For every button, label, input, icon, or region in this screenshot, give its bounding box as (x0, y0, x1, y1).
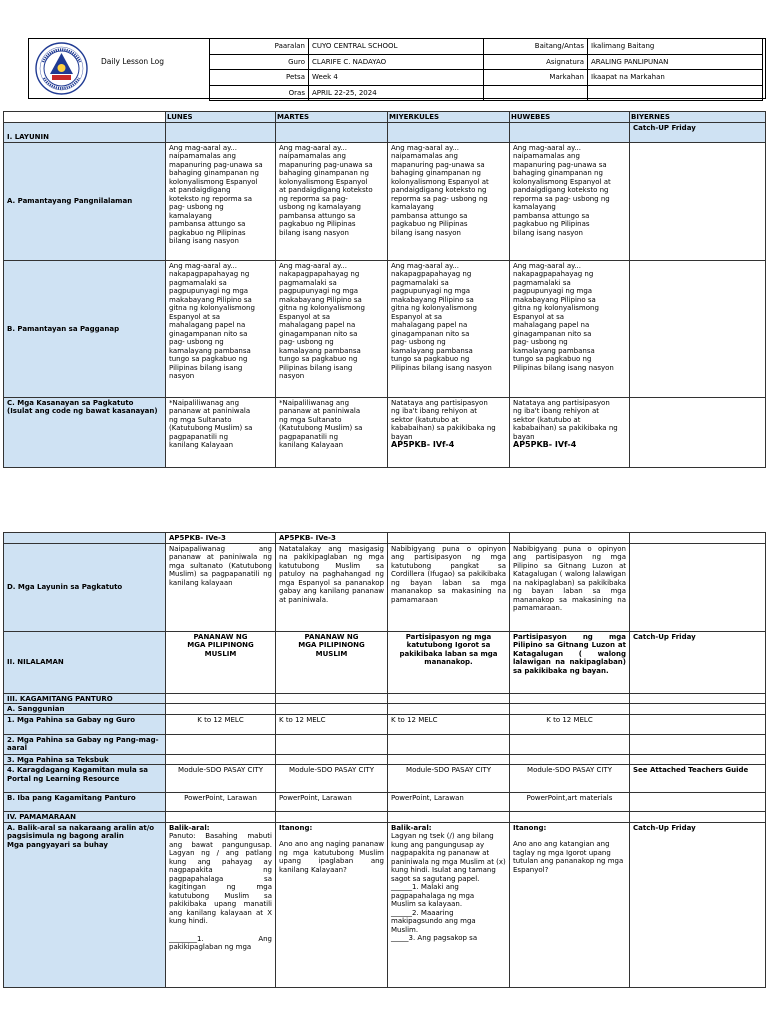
content-standard-martes: Ang mag-aaral ay... naipamamalas ang mapanuring pag-unawa sa bahaging ginampanan ng kolonyalismong Espanyol at pandaigdigang koteksto ng reporma sa pag- usbong ng kamalayang pambansa attungo sa pagkabuo ng Pilipinas bilang isang nasyon (276, 142, 388, 260)
competency-text-huwebes: Natataya ang partisipasyon ng iba't ibang rehiyon at sektor (katutubo at kababaihan) sa pakikibaka ng bayan (513, 398, 618, 441)
day-header-lunes: LUNES (166, 112, 276, 123)
gabay-mag-aaral-label: 2. Mga Pahina sa Gabay ng Pang-mag-aaral (4, 734, 166, 754)
competency-code-martes: AP5PKB- IVe-3 (276, 533, 388, 544)
competency-lunes: *Naipaliliwanag ang pananaw at paniniwala ng mga Sultanato (Katutubong Muslim) sa pagpapanatili ng kanilang Kalayaan (166, 397, 276, 467)
kagamitang-panturo-label: III. KAGAMITANG PANTURO (4, 693, 166, 704)
objective-huwebes: Nabibigyang puna o opinyon ang partisipasyon ng mga Pilipino sa Gitnang Luzon at Katagalugan ( walong lalawigan na nakipaglaban) sa pakikibaka ng bayan laban sa mga mananakop sa makasining na pamamaraan. (510, 543, 630, 631)
subject-value: ARALING PANLIPUNAN (588, 54, 763, 70)
materials-huwebes: PowerPoint,art materials (510, 793, 630, 812)
time-value: APRIL 22-25, 2024 (309, 85, 484, 101)
subject-label: Asignatura (484, 54, 588, 70)
lr-portal-huwebes: Module-SDO PASAY CITY (510, 765, 630, 793)
procedure-item-lunes: ________1. Ang pakikipaglaban ng mga (169, 934, 272, 951)
school-label: Paaralan (210, 39, 309, 55)
grade-label: Baitang/Antas (484, 39, 588, 55)
competency-code-miyerkules: AP5PKB- IVf-4 (391, 440, 455, 449)
pamantayan-sa-pagganap-label: B. Pamantayan sa Pagganap (4, 260, 166, 397)
procedure-text-miyerkules: Lagyan ng tsek (/) ang bilang kung ang pangungusap ay nagpapakita ng pananaw at paniniwala ng mga Muslim at (x) kung hindi. Isulat ang tamang sagot sa sagutang papel. ______1. Malaki ang pagpapahalaga ng mga Muslim sa kalayaan. ______2. Maaaring makipagsundo ang mga Muslim. _____3. Ang pagsakop sa (391, 832, 506, 942)
procedure-head-huwebes: Itanong: (513, 823, 547, 832)
deped-seal-icon (35, 42, 88, 95)
lr-portal-lunes: Module-SDO PASAY CITY (166, 765, 276, 793)
procedure-biyernes: Catch-Up Friday (630, 822, 766, 987)
day-header-huwebes: HUWEBES (510, 112, 630, 123)
objective-martes: Natatalakay ang masigasig na pakikipaglaban ng mga katutubong Muslim sa patuloy na paghahangad ng mga Espanyol sa pananakop gabay ang kanilang pananaw at paniniwala. (276, 543, 388, 631)
procedure-martes (276, 822, 388, 987)
procedure-text-martes: Ano ano ang naging pananaw ng mga katutubong Muslim upang ipaglaban ang kanilang Kalayaan? (279, 840, 384, 874)
balik-aral-label: A. Balik-aral sa nakaraang aralin at/o pagsisimula ng bagong aralin Mga pangyayari sa buhay (4, 822, 166, 987)
content-lunes: PANANAW NG MGA PILIPINONG MUSLIM (166, 631, 276, 693)
day-header-martes: MARTES (276, 112, 388, 123)
procedure-head-miyerkules: Balik-aral: (391, 823, 432, 832)
date-value: Week 4 (309, 70, 484, 86)
content-standard-huwebes: Ang mag-aaral ay... naipamamalas ang mapanuring pag-unawa sa bahaging ginampanan ng kolonyalismong Espanyol at pandaigdigang koteksto ng reporma sa pag- usbong ng kamalayang pambansa attungo sa pagkabuo ng Pilipinas bilang isang nasyon (510, 142, 630, 260)
procedure-miyerkules (388, 822, 510, 987)
teacher-value: CLARIFE C. NADAYAO (309, 54, 484, 70)
content-miyerkules: Partisipasyon ng mga katutubong Igorot sa pakikibaka laban sa mga mananakop. (388, 631, 510, 693)
header-box (28, 38, 766, 99)
layunin-sa-pagkatuto-label: D. Mga Layunin sa Pagkatuto (4, 543, 166, 631)
procedure-text-lunes: Panuto: Basahing mabuti ang bawat pangungusap. Lagyan ng / ang patlang kung ang pahayag ay nagpapakita ng pagpapahalaga sa kagitingan ng mga katutubong Muslim sa pakikibaka upang manatili ang kanilang kalayaan at X kung hindi. (169, 832, 272, 925)
quarter-label: Markahan (484, 70, 588, 86)
lesson-table-objectives (3, 111, 766, 468)
gabay-guro-huwebes: K to 12 MELC (510, 714, 630, 734)
content-huwebes: Partisipasyon ng mga Pilipino sa Gitnang Luzon at Katagalugan ( walong lalawigan na nakipaglaban) sa pakikibaka ng bayan. (510, 631, 630, 693)
competency-martes: *Naipaliliwanag ang pananaw at paniniwala ng mga Sultanato (Katutubong Muslim) sa pagpapanatili ng kanilang Kalayaan (276, 397, 388, 467)
gabay-guro-lunes: K to 12 MELC (166, 714, 276, 734)
procedure-head-martes: Itanong: (279, 823, 313, 832)
teacher-label: Guro (210, 54, 309, 70)
materials-martes: PowerPoint, Larawan (276, 793, 388, 812)
competency-huwebes (510, 397, 630, 467)
performance-standard-huwebes: Ang mag-aaral ay... nakapagpapahayag ng pagmamalaki sa pagpupunyagi ng mga makabayang Pilipino sa gitna ng kolonyalismong Espanyol at sa mahalagang papel na ginagampanan nito sa pag- usbong ng kamalayang pambansa tungo sa pagkabuo ng Pilipinas bilang isang nasyon (510, 260, 630, 397)
content-martes: PANANAW NG MGA PILIPINONG MUSLIM (276, 631, 388, 693)
materials-miyerkules: PowerPoint, Larawan (388, 793, 510, 812)
sanggunian-label: A. Sanggunian (4, 704, 166, 715)
layunin-label: I. LAYUNIN (4, 122, 166, 142)
competency-code-lunes: AP5PKB- IVe-3 (166, 533, 276, 544)
school-info-table (209, 38, 763, 101)
kasanayan-label: C. Mga Kasanayan sa Pagkatuto (Isulat ang code ng bawat kasanayan) (4, 397, 166, 467)
date-label: Petsa (210, 70, 309, 86)
procedure-lunes (166, 822, 276, 987)
lr-portal-biyernes: See Attached Teachers Guide (630, 765, 766, 793)
gabay-guro-miyerkules: K to 12 MELC (388, 714, 510, 734)
learning-resource-label: 4. Karagdagang Kagamitan mula sa Portal ng Learning Resource (4, 765, 166, 793)
pamantayang-pangnilalaman-label: A. Pamantayang Pangnilalaman (4, 142, 166, 260)
nilalaman-label: II. NILALAMAN (4, 631, 166, 693)
school-value: CUYO CENTRAL SCHOOL (309, 39, 484, 55)
objective-lunes: Naipapaliwanag ang pananaw at paniniwala ng mga sultanato (Katutubong Muslim) sa pagpapanatili ng kanilang kalayaan (166, 543, 276, 631)
performance-standard-lunes: Ang mag-aaral ay... nakapagpapahayag ng pagmamalaki sa pagpupunyagi ng mga makabayang Pilipino sa gitna ng kolonyalismong Espanyol at sa mahalagang papel na ginagampanan nito sa pag- usbong ng kamalayang pambansa tungo sa pagkabuo ng Pilipinas bilang isang nasyon (166, 260, 276, 397)
document-title: Daily Lesson Log (101, 57, 164, 66)
grade-value: Ikalimang Baitang (588, 39, 763, 55)
objective-biyernes (630, 543, 766, 631)
day-header-biyernes: BIYERNES (630, 112, 766, 123)
competency-code-huwebes: AP5PKB- IVf-4 (513, 440, 577, 449)
lr-portal-miyerkules: Module-SDO PASAY CITY (388, 765, 510, 793)
performance-standard-martes: Ang mag-aaral ay... nakapagpapahayag ng pagmamalaki sa pagpupunyagi ng mga makabayang Pilipino sa gitna ng kolonyalismong Espanyol at sa mahalagang papel na ginagampanan nito sa pag- usbong ng kamalayang pambansa tungo sa pagkabuo ng Pilipinas bilang isang nasyon (276, 260, 388, 397)
empty-value (588, 85, 763, 101)
content-biyernes: Catch-Up Friday (630, 631, 766, 693)
gabay-guro-label: 1. Mga Pahina sa Gabay ng Guro (4, 714, 166, 734)
competency-miyerkules (388, 397, 510, 467)
gabay-guro-martes: K to 12 MELC (276, 714, 388, 734)
content-standard-miyerkules: Ang mag-aaral ay... naipamamalas ang mapanuring pag-unawa sa bahaging ginampanan ng kolonyalismong Espanyol at pandaigdigang koteksto ng reporma sa pag- usbong ng kamalayang pambansa attungo sa pagkabuo ng Pilipinas bilang isang nasyon (388, 142, 510, 260)
teksbuk-label: 3. Mga Pahina sa Teksbuk (4, 754, 166, 765)
materials-lunes: PowerPoint, Larawan (166, 793, 276, 812)
competency-text-miyerkules: Natataya ang partisipasyon ng iba't ibang rehiyon at sektor (katutubo at kababaihan) sa pakikibaka ng bayan (391, 398, 496, 441)
day-header-miyerkules: MIYERKULES (388, 112, 510, 123)
performance-standard-miyerkules: Ang mag-aaral ay... nakapagpapahayag ng pagmamalaki sa pagpupunyagi ng mga makabayang Pilipino sa gitna ng kolonyalismong Espanyol at sa mahalagang papel na ginagampanan nito sa pag- usbong ng kamalayang pambansa tungo sa pagkabuo ng Pilipinas bilang isang nasyon (388, 260, 510, 397)
pamamaraan-label: IV. PAMAMARAAN (4, 812, 166, 823)
lr-portal-martes: Module-SDO PASAY CITY (276, 765, 388, 793)
procedure-text-huwebes: Ano ano ang katangian ang taglay ng mga Igorot upang tutulan ang pananakop ng mga Espanyol? (513, 840, 624, 874)
competency-biyernes (630, 397, 766, 467)
content-standard-biyernes (630, 142, 766, 260)
iba-pang-kagamitan-label: B. Iba pang Kagamitang Panturo (4, 793, 166, 812)
performance-standard-biyernes (630, 260, 766, 397)
procedure-huwebes (510, 822, 630, 987)
quarter-value: Ikaapat na Markahan (588, 70, 763, 86)
lesson-table-procedures (3, 532, 766, 988)
catchup-friday: Catch-UP Friday (630, 122, 766, 142)
content-standard-lunes: Ang mag-aaral ay... naipamamalas ang mapanuring pag-unawa sa bahaging ginampanan ng kolonyalismong Espanyol at pandaigdigang koteksto ng reporma sa pag- usbong ng kamalayang pambansa attungo sa pagkabuo ng Pilipinas bilang isang nasyon (166, 142, 276, 260)
objective-miyerkules: Nabibigyang puna o opinyon ang partisipasyon ng mga katutubong pangkat sa Cordillera (Ifugao) sa pakikibaka ng bayan laban sa mga mananakop sa makasining na pamamaraan (388, 543, 510, 631)
empty-label (484, 85, 588, 101)
procedure-head-lunes: Balik-aral: (169, 823, 210, 832)
corner-cell (4, 112, 166, 123)
time-label: Oras (210, 85, 309, 101)
